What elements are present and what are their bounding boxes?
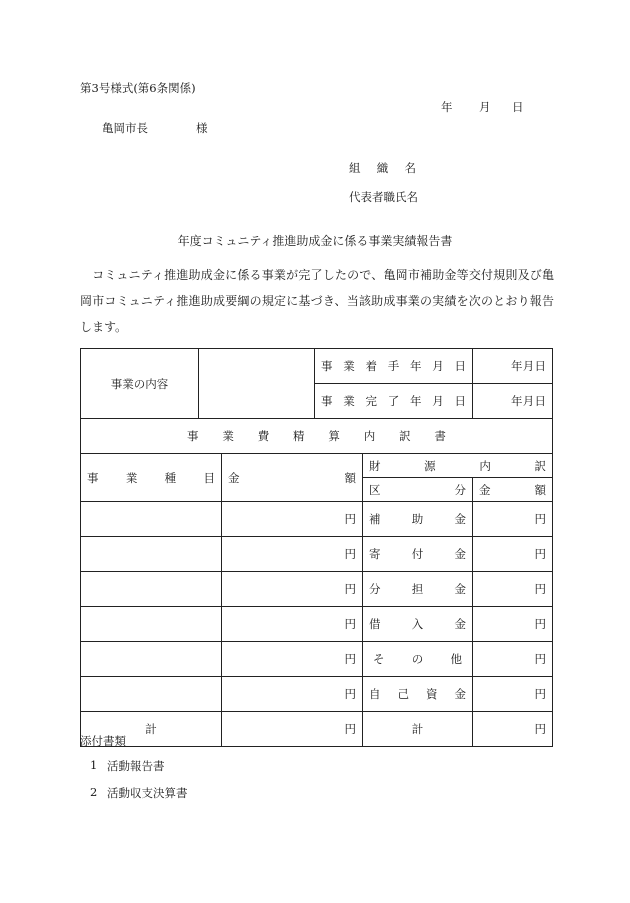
representative-label: 代表者職氏名 — [349, 190, 418, 204]
table-row: 円 借 入 金 円 — [81, 607, 553, 642]
end-date-value: 年 月 日 — [473, 384, 553, 419]
attachment-item-label: 活動収支決算書 — [107, 786, 188, 800]
total-funding-unit: 円 — [473, 712, 553, 747]
funding-source-label: 寄 付 金 — [363, 537, 473, 572]
total-amount-unit: 円 — [222, 712, 363, 747]
settlement-table — [80, 348, 553, 747]
table-row: 円 寄 付 金 円 — [81, 537, 553, 572]
funding-source-label: 補 助 金 — [363, 502, 473, 537]
addressee-suffix: 様 — [196, 121, 208, 135]
project-content-value — [199, 349, 315, 419]
form-number: 第3号様式(第6条関係) — [80, 81, 196, 95]
amount-header: 金 額 — [222, 454, 363, 502]
addressee-name: 亀岡市長 — [102, 121, 148, 135]
table-row: 円 そ の 他 円 — [81, 642, 553, 677]
attachment-item-number: 1 — [90, 758, 98, 772]
start-date-label: 事 業 着 手 年 月 日 — [315, 349, 473, 384]
project-content-label: 事業の内容 — [81, 349, 199, 419]
total-label: 計 — [81, 712, 222, 747]
breakdown-title: 事 業 費 精 算 内 訳 書 — [81, 419, 553, 454]
funding-source-label: そ の 他 — [363, 642, 473, 677]
funding-source-label: 自 己 資 金 — [363, 677, 473, 712]
body-paragraph: コミュニティ推進助成金に係る事業が完了したので、亀岡市補助金等交付規則及び亀岡市コミュニティ推進助成要綱の規定に基づき、当該助成事業の実績を次のとおり報告します。 — [80, 268, 554, 334]
organization-name-label: 組 織 名 — [349, 161, 416, 175]
total-funding-label: 計 — [363, 712, 473, 747]
start-date-value: 年 月 日 — [473, 349, 553, 384]
attachment-item-number: 2 — [90, 785, 98, 799]
date-year-label: 年 — [441, 100, 453, 114]
funding-source-label: 分 担 金 — [363, 572, 473, 607]
document-title: 年度コミュニティ推進助成金に係る事業実績報告書 — [177, 234, 453, 248]
division-header: 区 分 — [363, 478, 473, 502]
table-row: 円 自 己 資 金 円 — [81, 677, 553, 712]
total-row — [81, 712, 553, 747]
fund-amount-header: 金 額 — [473, 478, 553, 502]
end-date-label: 事 業 完 了 年 月 日 — [315, 384, 473, 419]
date-month-label: 月 — [479, 100, 491, 114]
attachment-item-label: 活動報告書 — [107, 759, 165, 773]
attachments-heading: 添付書類 — [80, 734, 126, 748]
table-row: 円 分 担 金 円 — [81, 572, 553, 607]
funding-source-label: 借 入 金 — [363, 607, 473, 642]
table-row: 円 補 助 金 円 — [81, 502, 553, 537]
category-header: 事 業 種 目 — [81, 454, 222, 502]
date-day-label: 日 — [512, 100, 524, 114]
funding-header: 財 源 内 訳 — [363, 454, 553, 478]
